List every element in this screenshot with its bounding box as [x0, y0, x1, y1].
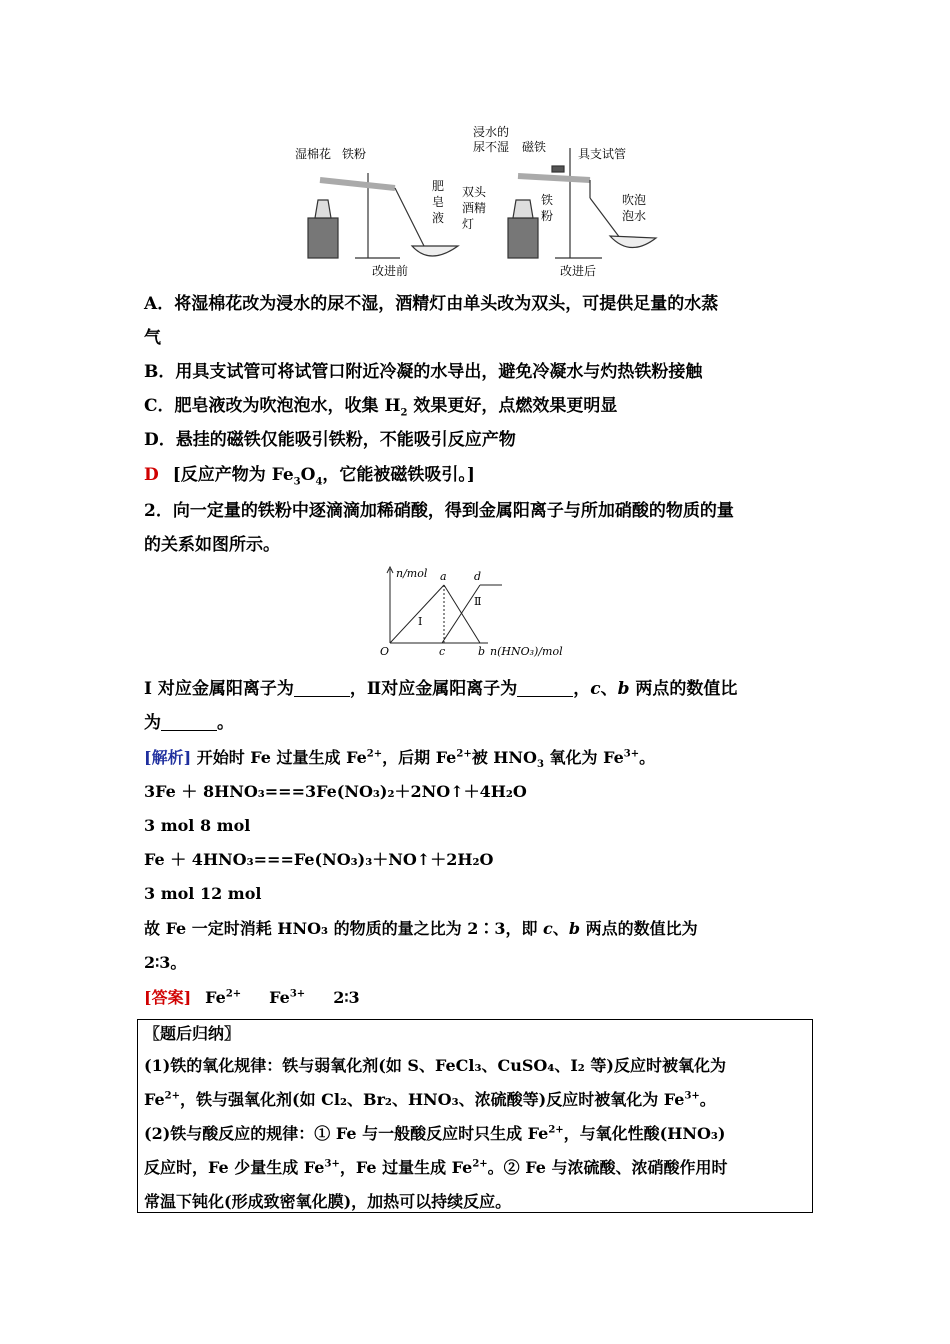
label-soaked-1: 浸水的	[473, 125, 510, 139]
label-bubble-1: 吹泡	[622, 193, 647, 207]
blank-1[interactable]	[294, 678, 350, 697]
summary-line5: 常温下钝化(形成致密氧化膜)，加热可以持续反应。	[144, 1192, 512, 1211]
moles-1: 3 mol 8 mol	[144, 816, 251, 835]
label-iron-r1: 铁	[541, 193, 554, 207]
summary-line3: (2)铁与酸反应的规律：① Fe 与一般酸反应时只生成 $Fe^{2+}$，与氧化性酸(HNO₃)	[144, 1124, 726, 1143]
label-iron-powder: 铁粉	[342, 147, 367, 161]
label-wet-cotton: 湿棉花	[295, 147, 332, 161]
apparatus-figure	[290, 118, 670, 283]
label-double-1: 双头	[462, 185, 487, 199]
question-2-line1: 2．向一定量的铁粉中逐滴滴加稀硝酸，得到金属阳离子与所加硝酸的物质的量	[144, 501, 734, 521]
point-a: a	[440, 570, 447, 583]
summary-box	[137, 1019, 813, 1213]
equation-2: Fe ＋ 4HNO₃===Fe(NO₃)₃＋NO↑＋2H₂O	[144, 850, 494, 869]
summary-line1: (1)铁的氧化规律：铁与弱氧化剂(如 S、FeCl₃、CuSO₄、I₂ 等)反应时被氧化为	[144, 1056, 726, 1075]
label-double-2: 酒精	[462, 201, 487, 215]
label-bubble-2: 泡水	[622, 209, 647, 223]
label-soap-1: 肥	[432, 179, 445, 193]
label-soap-3: 液	[432, 211, 445, 225]
y-axis-label: n/mol	[396, 567, 428, 580]
x-axis-label: n(HNO₃)/mol	[490, 645, 563, 658]
caption-after: 改进后	[560, 264, 597, 278]
option-c: C．肥皂液改为吹泡泡水，收集 $H_2$ 效果更好，点燃效果更明显	[144, 396, 618, 419]
conclusion-line1: 故 Fe 一定时消耗 HNO₃ 的物质的量之比为 2∶3，即 c、b 两点的数值比为	[144, 919, 698, 938]
fill-blank-line2: 为 。	[144, 713, 234, 733]
answer-letter: D	[144, 465, 159, 485]
option-b: B．用具支试管可将试管口附近冷凝的水导出，避免冷凝水与灼热铁粉接触	[144, 362, 703, 382]
answer-2: [答案] $Fe^{2+}$ $Fe^{3+}$ 2∶3	[144, 988, 360, 1007]
option-a-line1: A．将湿棉花改为浸水的尿不湿，酒精灯由单头改为双头，可提供足量的水蒸	[144, 294, 719, 314]
analysis-tag: [解析]	[144, 748, 192, 767]
point-b: b	[478, 645, 486, 658]
answer-1: D [反应产物为 $Fe_3O_4$，它能被磁铁吸引。]	[144, 465, 475, 488]
origin-label: O	[380, 645, 390, 658]
analysis-line: [解析] 开始时 Fe 过量生成 $Fe^{2+}$，后期 $Fe^{2+}$被 $HNO_3$ 氧化为 $Fe^{3+}$。	[144, 748, 656, 771]
point-c: c	[439, 645, 446, 658]
label-double-3: 灯	[462, 217, 475, 231]
blank-3[interactable]	[161, 712, 217, 731]
question-2-line2: 的关系如图所示。	[144, 535, 280, 555]
option-a-line2: 气	[144, 328, 161, 348]
answer-tag: [答案]	[144, 988, 192, 1007]
region-1: Ⅰ	[418, 615, 423, 628]
fill-blank-line1: Ⅰ 对应金属阳离子为 ，Ⅱ对应金属阳离子为 ，c、b 两点的数值比	[144, 679, 738, 699]
summary-line2: $Fe^{2+}$，铁与强氧化剂(如 Cl₂、Br₂、HNO₃、浓硫酸等)反应时被氧化为 $Fe^{3+}$。	[144, 1090, 716, 1109]
summary-line4: 反应时，Fe 少量生成 $Fe^{3+}$，Fe 过量生成 $Fe^{2+}$。② Fe 与浓硫酸、浓硝酸作用时	[144, 1158, 728, 1177]
caption-before: 改进前	[372, 264, 409, 278]
label-iron-r2: 粉	[541, 209, 554, 223]
equation-1: 3Fe ＋ 8HNO₃===3Fe(NO₃)₂＋2NO↑＋4H₂O	[144, 782, 527, 801]
label-soaked-2: 尿不湿	[473, 140, 510, 154]
label-soap-2: 皂	[432, 195, 445, 209]
option-d: D．悬挂的磁铁仅能吸引铁粉，不能吸引反应产物	[144, 430, 516, 450]
ion-amount-graph	[376, 565, 576, 665]
label-branched-tube: 具支试管	[578, 147, 627, 161]
summary-title: 〖题后归纳〗	[144, 1024, 241, 1043]
point-d: d	[474, 570, 482, 583]
blank-2[interactable]	[517, 678, 573, 697]
region-2: Ⅱ	[474, 595, 482, 608]
label-magnet: 磁铁	[522, 140, 547, 154]
conclusion-line2: 2∶3。	[144, 953, 187, 972]
moles-2: 3 mol 12 mol	[144, 884, 262, 903]
